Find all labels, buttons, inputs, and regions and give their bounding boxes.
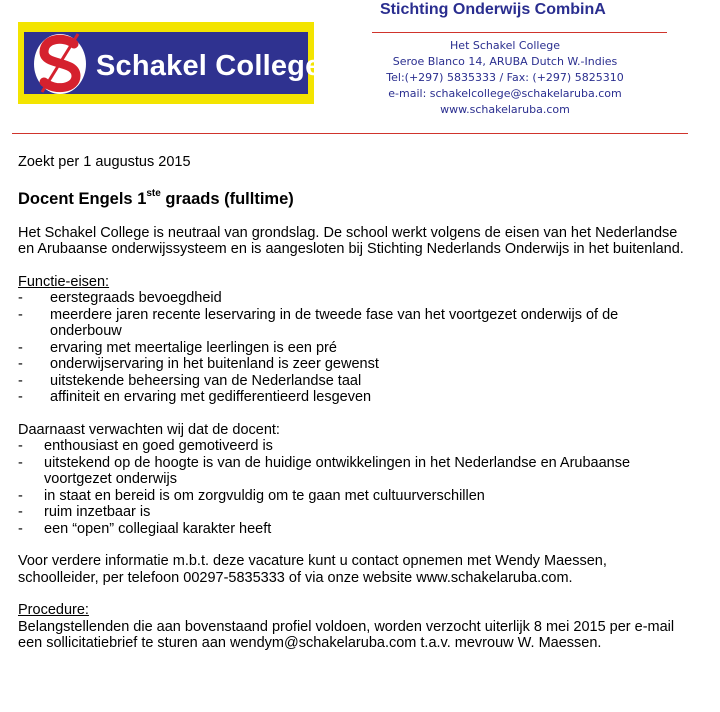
logo-band bbox=[24, 32, 322, 94]
contact-paragraph: Voor verdere informatie m.b.t. deze vacature kunt u contact opnemen met Wendy Maessen, schoolleider, per telefoon 00297-5835333 of via onze website www.schakelaruba.com. bbox=[18, 553, 607, 586]
list-item: - een “open” collegiaal karakter heeft bbox=[18, 521, 690, 538]
header-divider bbox=[12, 133, 688, 134]
list-item: - in staat en bereid is om zorgvuldig om te gaan met cultuurverschillen bbox=[18, 488, 690, 505]
organization-title: Stichting Onderwijs CombinA bbox=[380, 1, 606, 18]
list-item: - uitstekend op de hoogte is van de huidige ontwikkelingen in het Nederlandse en Arubaanse voortgezet onderwijs bbox=[18, 455, 690, 488]
title-prefix: Docent Engels 1 bbox=[18, 189, 147, 208]
header-divider-short bbox=[372, 32, 667, 33]
expectations-intro: Daarnaast verwachten wij dat de docent: bbox=[18, 421, 280, 438]
school-description: Het Schakel College is neutraal van grondslag. De school werkt volgens de eisen van het Nederlandse en Arubaanse onderwijssysteem en is aangesloten bij Stichting Nederlands Onderwijs in het buitenland. bbox=[18, 224, 684, 257]
school-logo bbox=[18, 22, 322, 104]
title-superscript: ste bbox=[146, 188, 161, 199]
list-item: - meerdere jaren recente leservaring in de tweede fase van het voortgezet onderwijs of de onderbouw bbox=[18, 307, 690, 340]
logo-text: Schakel College bbox=[96, 50, 322, 82]
list-item: - enthousiast en goed gemotiveerd is bbox=[18, 438, 690, 455]
address-school-name: Het Schakel College bbox=[450, 39, 560, 52]
requirements-heading: Functie-eisen: bbox=[18, 273, 110, 290]
list-item: - ruim inzetbaar is bbox=[18, 504, 690, 521]
intro-line: Zoekt per 1 augustus 2015 bbox=[18, 154, 191, 170]
requirements-list bbox=[18, 290, 690, 406]
vacancy-content bbox=[18, 154, 690, 652]
procedure-text: Belangstellenden die aan bovenstaand profiel voldoen, worden verzocht uiterlijk 8 mei 2015 per e-mail een sollicitatiebrief te sturen aan wendym@schakelaruba.com t.a.v. mevrouw W. Maessen. bbox=[18, 618, 675, 651]
logo-s-mark-icon bbox=[28, 26, 92, 100]
list-item: - uitstekende beheersing van de Nederlandse taal bbox=[18, 373, 690, 390]
address-street: Seroe Blanco 14, ARUBA Dutch W.-Indies bbox=[392, 55, 618, 68]
title-suffix: graads (fulltime) bbox=[160, 189, 294, 208]
list-item: - eerstegraads bevoegdheid bbox=[18, 290, 690, 307]
address-website-link[interactable]: www.schakelaruba.com bbox=[440, 103, 570, 116]
list-item: - onderwijservaring in het buitenland is zeer gewenst bbox=[18, 356, 690, 373]
list-item: - affiniteit en ervaring met gedifferentieerd lesgeven bbox=[18, 389, 690, 406]
vacancy-title bbox=[18, 189, 690, 209]
address-block bbox=[380, 38, 630, 118]
address-email-link[interactable]: e-mail: schakelcollege@schakelaruba.com bbox=[388, 87, 622, 100]
list-item: - ervaring met meertalige leerlingen is een pré bbox=[18, 340, 690, 357]
address-phone-fax: Tel:(+297) 5835333 / Fax: (+297) 5825310 bbox=[386, 71, 624, 84]
expectations-list bbox=[18, 438, 690, 537]
procedure-heading: Procedure: bbox=[18, 602, 89, 618]
